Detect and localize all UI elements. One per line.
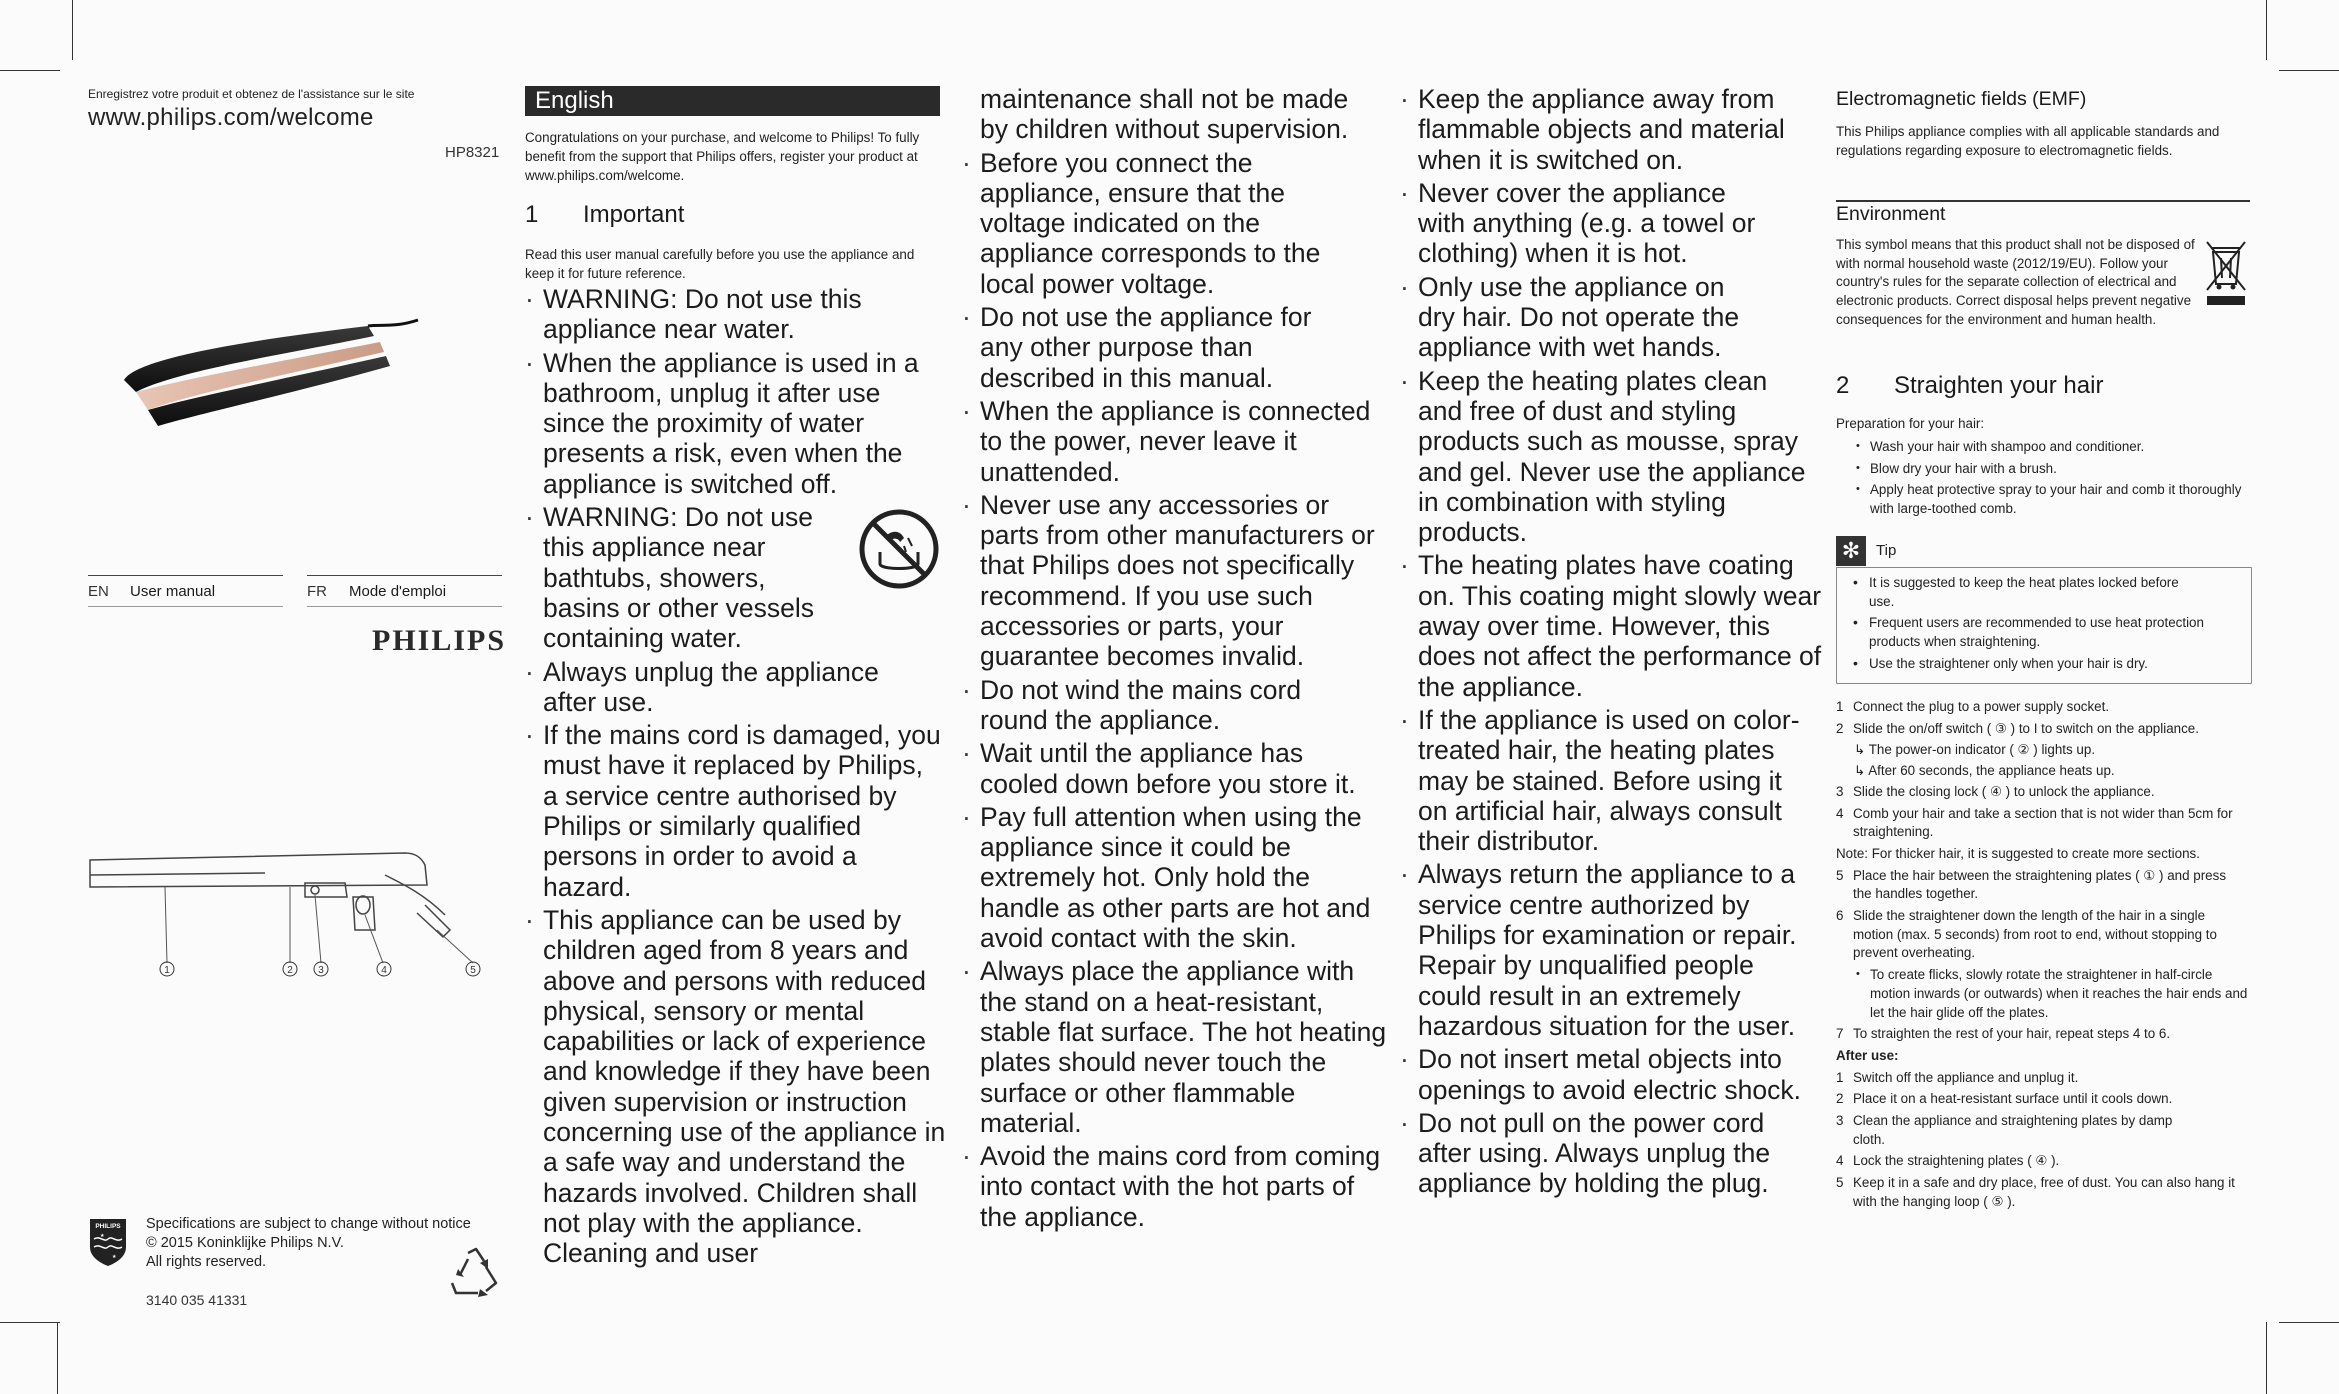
after-row: 4 Lock the straightening plates ( ④ ). — [1836, 1153, 2060, 1169]
tip-label: Tip — [1876, 541, 1897, 559]
footer-line-3: All rights reserved. — [146, 1254, 267, 1270]
list-item: • To create flicks, slowly rotate the straightener in half-circle motion inwards (or outwards) when it reaches the hair ends and let the hair glide off the plates. — [1836, 966, 2250, 1022]
after-row: 5 Keep it in a safe and dry place, free of dust. You can also hang it with the hanging loop ( ⑤ ). — [1836, 1175, 2235, 1209]
after-row: 1 Switch off the appliance and unplug it. — [1836, 1069, 2079, 1085]
tab-fr-code: FR — [307, 582, 327, 600]
list-item: · Always place the appliance with the stand on a heat-resistant, stable flat surface. The hot heating plates should never touch the surface or other flammable material. — [962, 956, 1390, 1138]
list-item: · Before you connect the appliance, ensure that the voltage indicated on the appliance corresponds to the local power voltage. — [962, 148, 1360, 299]
list-item: · If the appliance is used on color-treated hair, the heating plates may be stained. Before using it on artificial hair, always consult their distributor. — [1400, 705, 1818, 856]
prep-list — [1836, 438, 2246, 522]
crop-mark — [72, 0, 73, 60]
philips-shield-icon — [88, 1217, 128, 1267]
list-item: · When the appliance is connected to the power, never leave it unattended. — [962, 396, 1380, 487]
safety-list-col2 — [525, 284, 945, 1272]
crop-mark — [0, 70, 60, 71]
footer-line-2: © 2015 Koninklijke Philips N.V. — [146, 1235, 344, 1251]
safety-list-col4 — [1400, 84, 1820, 1202]
tab-en-code: EN — [88, 582, 109, 600]
emf-section — [1836, 88, 2250, 160]
step-row: 1 Connect the plug to a power supply socket. — [1836, 699, 2110, 714]
environment-text: This symbol means that this product shall not be disposed of with normal household waste (2012/19/EU). Follow your country's rules for the separate collection of electrical and electronic products. Correct disposal helps prevent negative consequences for the environment and human health. — [1836, 237, 2195, 327]
callout-5: 5 — [470, 965, 476, 976]
list-item: · Pay full attention when using the appliance since it could be extremely hot. Only hold the handle as other parts are hot and avoid contact with the skin. — [962, 802, 1390, 953]
list-item: • Wash your hair with shampoo and conditioner. — [1836, 438, 2246, 457]
manual-language-tabs — [88, 575, 502, 607]
diagram-callouts — [155, 958, 495, 980]
svg-text:★: ★ — [112, 1254, 117, 1260]
tip-header — [1836, 536, 1896, 566]
list-item: · Avoid the mains cord from coming into contact with the hot parts of the appliance. — [962, 1141, 1382, 1232]
callout-4: 4 — [381, 965, 387, 976]
step-row: 6 Slide the straightener down the length of the hair in a single motion (max. 5 seconds) from root to end, without stopping to prevent overheating. — [1836, 908, 2217, 961]
crop-mark — [0, 1322, 60, 1323]
list-item: · Always return the appliance to a service centre authorized by Philips for examination or repair. Repair by unqualified people could result in an extremely hazardous situation for the user. — [1400, 859, 1820, 1041]
step-result: ↳ After 60 seconds, the appliance heats up. — [1854, 763, 2115, 779]
list-item: • Blow dry your hair with a brush. — [1836, 460, 2246, 479]
step-result: ↳ The power-on indicator ( ② ) lights up. — [1854, 742, 2096, 758]
list-item: · When the appliance is used in a bathroom, unplug it after use since the proximity of water presents a risk, even when the appliance is switched off. — [525, 348, 945, 499]
callout-1: 1 — [164, 965, 170, 976]
list-item: · Do not use the appliance for any other purpose than described in this manual. — [962, 302, 1340, 393]
divider — [1836, 200, 2250, 202]
language-heading: English — [525, 86, 940, 116]
step-sub-list — [1836, 966, 2250, 1022]
list-item: · Keep the appliance away from flammable objects and material when it is switched on. — [1400, 84, 1818, 175]
step-row: 3 Slide the closing lock ( ④ ) to unlock the appliance. — [1836, 783, 2155, 799]
section-important-heading — [525, 201, 684, 229]
list-item: · Do not insert metal objects into openings to avoid electric shock. — [1400, 1044, 1808, 1105]
footer-notice — [146, 1215, 471, 1272]
prep-label: Preparation for your hair: — [1836, 416, 1985, 431]
important-lead: Read this user manual carefully before you use the appliance and keep it for future reference. — [525, 247, 915, 281]
after-use-label: After use: — [1836, 1047, 1899, 1063]
tip-item: • It is suggested to keep the heat plates locked before use. — [1857, 574, 2189, 611]
list-item: · This appliance can be used by children aged from 8 years and above and persons with reduced physical, sensory or mental capabilities or lack of experience and knowledge if they have been given supervision or instruction concerning use of the appliance in a safe way and understand the hazards involved. Children shall not play with the appliance. Cleaning and user — [525, 905, 953, 1269]
section-straighten-heading — [1836, 372, 2103, 400]
step-row: 7 To straighten the rest of your hair, repeat steps 4 to 6. — [1836, 1026, 2171, 1042]
footer-line-1: Specifications are subject to change without notice — [146, 1216, 471, 1232]
emf-heading: Electromagnetic fields (EMF) — [1836, 88, 2087, 110]
philips-logo: PHILIPS — [372, 624, 507, 657]
list-item: · Keep the heating plates clean and free of dust and styling products such as mousse, spray and gel. Never use the appliance in combination with styling products. — [1400, 366, 1818, 548]
product-diagram — [85, 845, 505, 975]
list-item: · Do not wind the mains cord round the appliance. — [962, 675, 1340, 736]
section-number: 2 — [1836, 372, 1850, 399]
list-item: • Apply heat protective spray to your hair and comb it thoroughly with large-toothed comb. — [1836, 481, 2246, 518]
step-row: 2 Slide the on/off switch ( ③ ) to I to switch on the appliance. — [1836, 720, 2199, 736]
tip-item: • Use the straightener only when your hair is dry. — [1857, 655, 2241, 674]
safety-list-col3 — [962, 84, 1387, 1235]
crop-mark — [57, 1322, 58, 1394]
step-row: 4 Comb your hair and take a section that is not wider than 5cm for straightening. — [1836, 805, 2233, 840]
weee-bin-icon — [2205, 238, 2247, 306]
step-note: Note: For thicker hair, it is suggested to create more sections. — [1836, 845, 2200, 861]
tab-fr[interactable] — [307, 575, 502, 607]
callout-2: 2 — [287, 965, 293, 976]
recycle-icon — [446, 1245, 504, 1301]
list-item-continued: maintenance shall not be made by children without supervision. — [980, 84, 1349, 145]
crop-mark — [2266, 1322, 2267, 1394]
list-item: · Always unplug the appliance after use. — [525, 657, 923, 718]
svg-text:★: ★ — [100, 1233, 105, 1239]
tab-en-label: User manual — [130, 582, 216, 600]
after-row: 3 Clean the appliance and straightening plates by damp cloth. — [1836, 1113, 2173, 1147]
model-number: HP8321 — [445, 144, 500, 161]
callout-3: 3 — [318, 965, 324, 976]
after-row: 2 Place it on a heat-resistant surface until it cools down. — [1836, 1091, 2173, 1107]
list-item: · WARNING: Do not use this appliance near water. — [525, 284, 873, 345]
crop-mark — [2279, 70, 2339, 71]
list-item: · Never cover the appliance with anything (e.g. a towel or clothing) when it is hot. — [1400, 178, 1778, 269]
crop-mark — [2279, 1322, 2339, 1323]
welcome-text: Congratulations on your purchase, and welcome to Philips! To fully benefit from the support that Philips offers, register your product at www.philips.com/welcome. — [525, 130, 920, 183]
environment-heading: Environment — [1836, 203, 1946, 225]
registration-url[interactable]: www.philips.com/welcome — [88, 104, 374, 131]
list-item: · Never use any accessories or parts from other manufacturers or that Philips does not specifically recommend. If you use such accessories or parts, your guarantee becomes invalid. — [962, 490, 1380, 672]
section-title: Straighten your hair — [1894, 372, 2104, 399]
section-title: Important — [583, 201, 685, 228]
crop-mark — [2266, 0, 2267, 60]
document-number: 3140 035 41331 — [146, 1292, 248, 1308]
steps-section — [1836, 698, 2250, 1215]
list-item: · The heating plates have coating on. This coating might slowly wear away over time. However, this does not affect the performance of the appliance. — [1400, 550, 1823, 701]
list-item: · Only use the appliance on dry hair. Do not operate the appliance with wet hands. — [1400, 272, 1768, 363]
section-number: 1 — [525, 201, 539, 228]
no-water-warning-icon — [858, 508, 940, 590]
registration-prompt: Enregistrez votre produit et obtenez de l'assistance sur le site — [88, 87, 415, 101]
step-row: 5 Place the hair between the straightening plates ( ① ) and press the handles together. — [1836, 867, 2227, 902]
list-item: · WARNING: Do not use this appliance near bathtubs, showers, basins or other vessels containing water. — [525, 502, 843, 653]
tip-box — [1836, 567, 2252, 684]
tab-fr-label: Mode d'emploi — [349, 582, 447, 600]
list-item: · Wait until the appliance has cooled down before you store it. — [962, 738, 1382, 799]
straightener-photo — [118, 318, 428, 443]
list-item: · If the mains cord is damaged, you must have it replaced by Philips, a service centre authorised by Philips or similarly qualified persons in order to avoid a hazard. — [525, 720, 945, 902]
tab-en[interactable] — [88, 575, 283, 607]
environment-section — [1836, 203, 2250, 330]
tip-item: • Frequent users are recommended to use heat protection products when straightening. — [1857, 614, 2209, 651]
tip-icon: ✻ — [1836, 536, 1866, 566]
svg-text:PHILIPS: PHILIPS — [95, 1223, 121, 1230]
emf-text: This Philips appliance complies with all applicable standards and regulations regarding exposure to electromagnetic fields. — [1836, 124, 2220, 158]
tip-list — [1857, 574, 2241, 674]
list-item: · Do not pull on the power cord after using. Always unplug the appliance by holding the plug. — [1400, 1108, 1818, 1199]
